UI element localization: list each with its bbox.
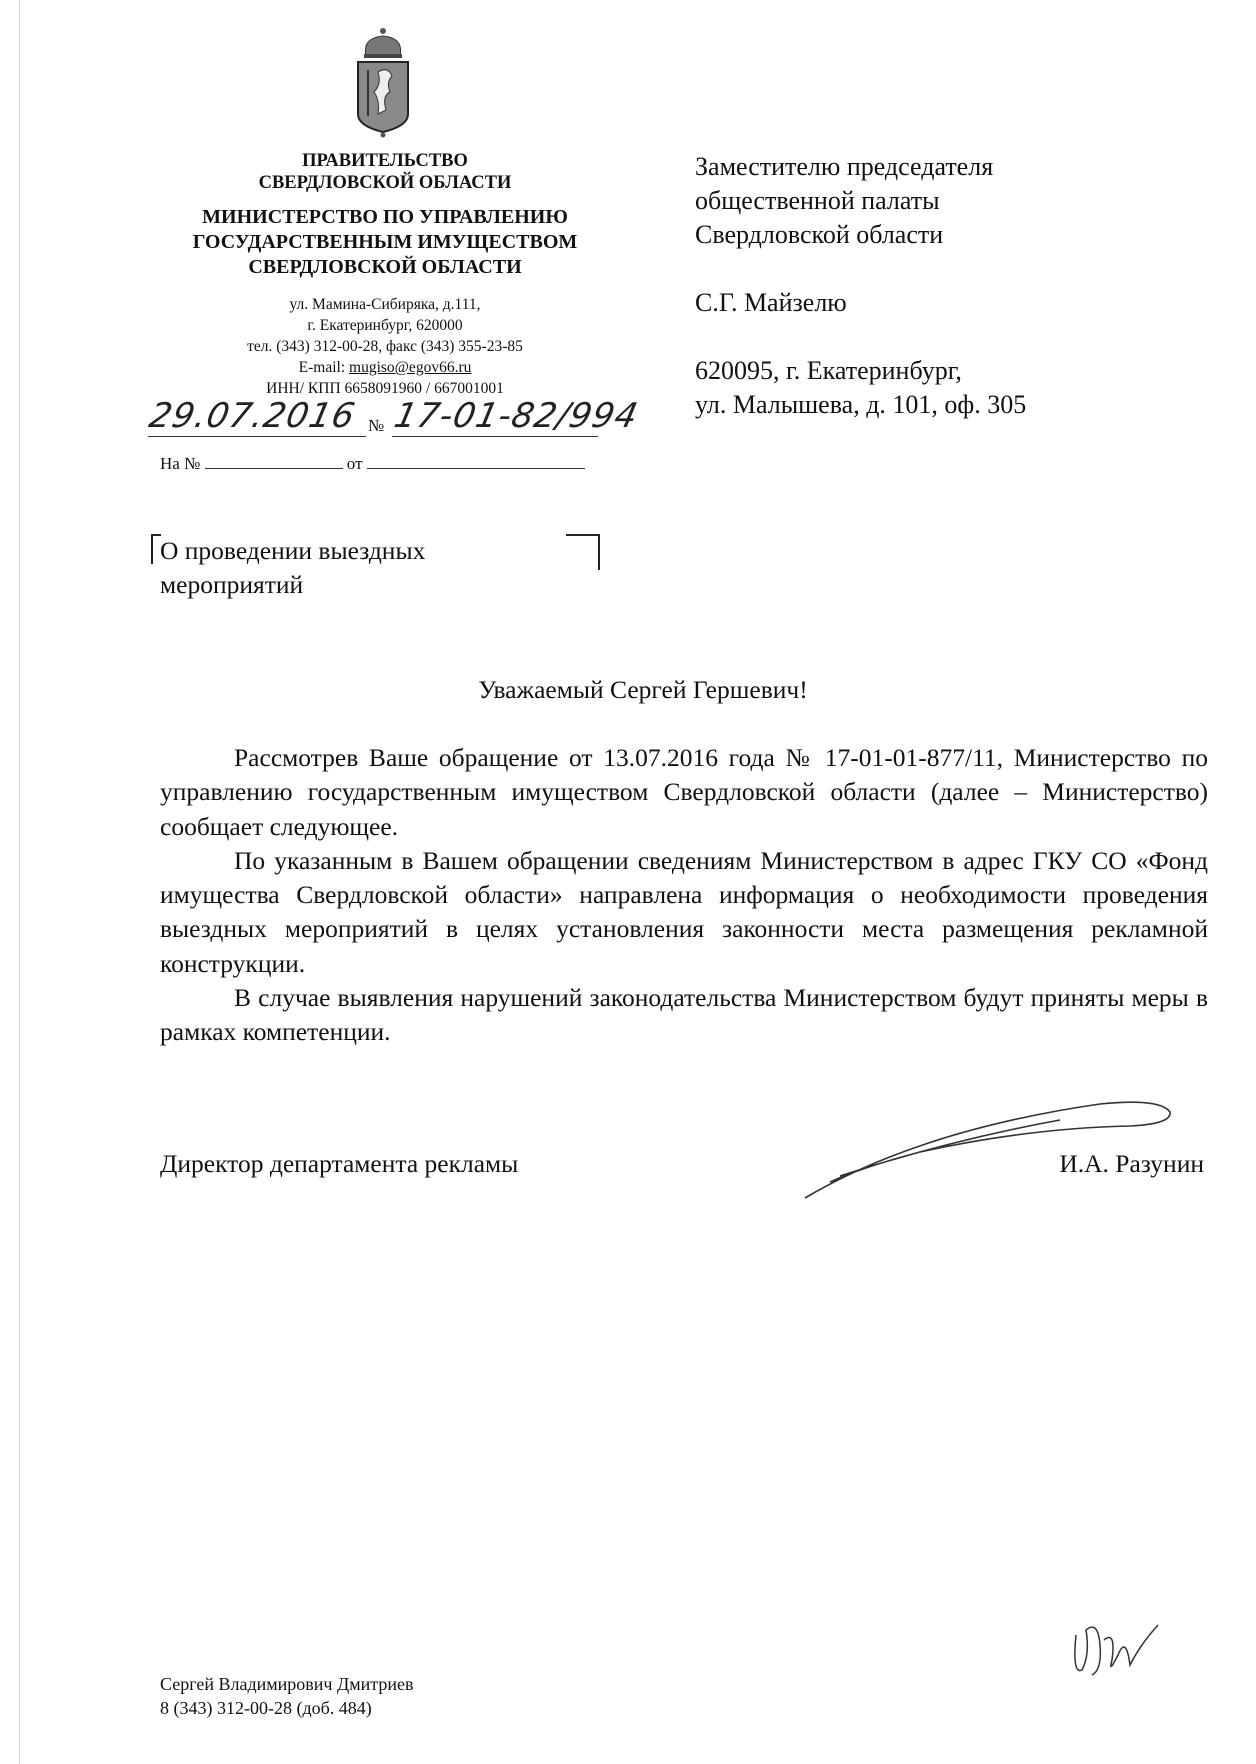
initials-mark: [1068, 1615, 1163, 1690]
recipient-block: [695, 150, 1026, 422]
recipient-name: С.Г. Майзелю: [695, 288, 847, 317]
subject: [160, 534, 425, 602]
number-sign: №: [368, 416, 385, 435]
handwritten-date: 29.07.2016: [145, 396, 359, 436]
subject-line: мероприятий: [160, 570, 304, 599]
email-line: [150, 357, 620, 378]
recipient-address: 620095, г. Екатеринбург,: [695, 356, 962, 385]
recipient-line: общественной палаты: [695, 186, 940, 215]
government-line: СВЕРДЛОВСКОЙ ОБЛАСТИ: [258, 173, 512, 193]
from-label: от: [346, 454, 363, 473]
signatory-name: И.А. Разунин: [1059, 1149, 1204, 1178]
ministry-line: МИНИСТЕРСТВО ПО УПРАВЛЕНИЮ: [202, 206, 568, 228]
address-street: ул. Мамина-Сибиряка, д.111,: [289, 296, 481, 313]
email-label: E-mail:: [298, 359, 350, 376]
executor-phone: 8 (343) 312-00-28 (доб. 484): [160, 1698, 372, 1718]
reply-to-label: На №: [160, 454, 201, 473]
recipient-line: Заместителю председателя: [695, 152, 994, 181]
coat-of-arms-icon: [352, 26, 414, 138]
number-underline: [392, 436, 598, 437]
ministry-line: СВЕРДЛОВСКОЙ ОБЛАСТИ: [248, 256, 522, 278]
government-title: [150, 150, 620, 194]
ministry-title: [150, 205, 620, 280]
address-city: г. Екатеринбург, 620000: [307, 317, 463, 334]
executor-name: Сергей Владимирович Дмитриев: [160, 1674, 414, 1694]
subject-line: О проведении выездных: [160, 536, 426, 565]
letter-body: [160, 741, 1208, 1050]
government-line: ПРАВИТЕЛЬСТВО: [302, 151, 468, 171]
executor-contact: [160, 1672, 413, 1720]
inn-kpp: ИНН/ КПП 6658091960 / 667001001: [266, 380, 504, 397]
recipient-address: ул. Малышева, д. 101, оф. 305: [695, 390, 1027, 419]
body-paragraph: По указанным в Вашем обращении сведениям Министерством в адрес ГКУ СО «Фонд имущества Свердловской области» направлена информация о необходимости проведения выездных мероприятий в целях установления законности места размещения рекламной конструкции.: [160, 845, 1208, 978]
ministry-line: ГОСУДАРСТВЕННЫМ ИМУЩЕСТВОМ: [192, 231, 578, 253]
handwritten-signature: [800, 1090, 1180, 1202]
subject-bracket-right: [566, 534, 600, 570]
ministry-address: [150, 294, 620, 399]
page-margin-line: [19, 0, 20, 1764]
greeting: Уважаемый Сергей Гершевич!: [478, 675, 808, 704]
handwritten-number: 17-01-82/994: [390, 396, 642, 436]
recipient-line: Свердловской области: [695, 220, 944, 249]
body-paragraph: В случае выявления нарушений законодательства Министерством будут приняты меры в рамках компетенции.: [160, 983, 1208, 1047]
email-link[interactable]: mugiso@egov66.ru: [349, 359, 472, 376]
reply-ref-line: [160, 454, 585, 474]
signatory-title: Директор департамента рекламы: [160, 1149, 519, 1178]
date-underline: [148, 436, 366, 437]
body-paragraph: Рассмотрев Ваше обращение от 13.07.2016 года № 17-01-01-877/11, Министерство по управлению государственным имуществом Свердловской области (далее – Министерство) сообщает следующее.: [160, 743, 1208, 841]
phone-fax: тел. (343) 312-00-28, факс (343) 355-23-85: [247, 338, 523, 355]
